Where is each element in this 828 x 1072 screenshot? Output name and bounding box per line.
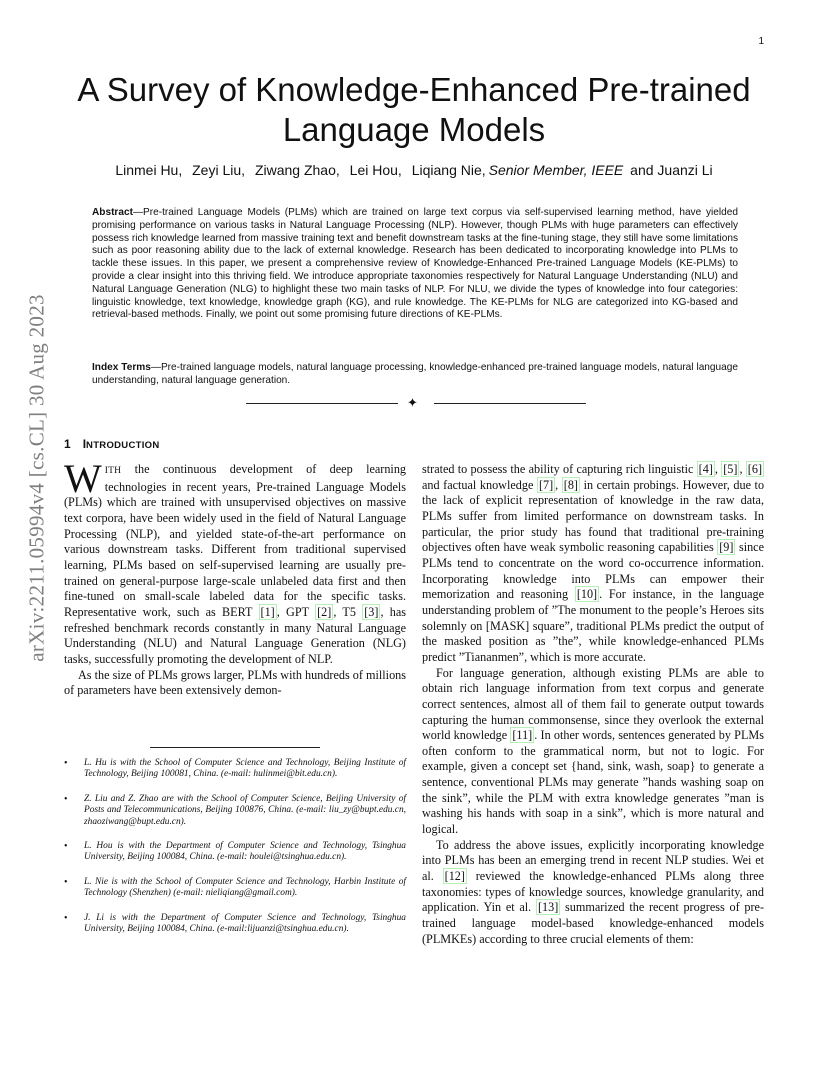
divider-line-left xyxy=(246,403,398,404)
paper-title xyxy=(40,70,788,150)
footnote-text: L. Hou is with the Department of Computer Science and Technology, Tsinghua University, Beijing 100084, China. (e-mail: houlei@tsinghua.edu.cn). xyxy=(84,841,406,863)
section-divider xyxy=(246,396,586,412)
divider-star-icon: ✦ xyxy=(407,395,418,410)
footnote-text: J. Li is with the Department of Computer Science and Technology, Tsinghua University, Beijing 100084, China. (e-mail:lijuanzi@tsinghua.edu.cn). xyxy=(84,912,406,935)
left-column-body xyxy=(64,456,407,699)
footnote-item xyxy=(64,841,406,864)
footnote-item xyxy=(64,758,406,781)
footnote-text: Z. Liu and Z. Zhao are with the School of Computer Science, Beijing University of Posts and Telecommunications, Beijing 100876, China. (e-mail: liu_zy@bupt.edu.cn, zhaoziwang@bupt.edu.cn). xyxy=(84,793,406,827)
section-heading xyxy=(64,437,160,451)
citation-link[interactable]: [13] xyxy=(537,900,559,915)
footnote-item xyxy=(64,877,406,900)
bullet-icon: • xyxy=(64,912,68,924)
paragraph-text: since PLMs tend to concentrate on the word co-occurrence information. Incorporating knowledge into PLMs can empower their memorization and reasoning xyxy=(422,540,764,602)
citation-link[interactable]: [2] xyxy=(317,604,332,619)
paragraph-text: , has refreshed benchmark records constantly in many Natural Language Understanding (NLU) and Natural Language Generation (NLG) tasks, successfully promoting the development of NLP. xyxy=(64,604,407,666)
paragraph-text: , T5 xyxy=(333,604,356,619)
footnote-text: L. Nie is with the School of Computer Science and Technology, Harbin Institute of Technology (Shenzhen) (e-mail: nieliqiang@gmail.com). xyxy=(84,876,406,899)
author-list xyxy=(40,162,788,178)
paragraph-text: strated to possess the ability of capturing rich linguistic xyxy=(422,462,694,476)
abstract-label: Abstract xyxy=(92,207,133,218)
arxiv-identifier-text: arXiv:2211.05994v4 [cs.CL] 30 Aug 2023 xyxy=(24,294,49,662)
paragraph-text: . In other words, sentences generated by PLMs often conform to the grammatical norm, but not to logic. For example, given a concept set {hand, sink, wash, soap} to generate a sentence, conventional PLMs may generate ”hands washing soap on the sink”, while the PLM with extra knowledge generates ”man is washing his hands with soap in a sink”, which is more natural and logical. xyxy=(422,728,764,837)
divider-line-right xyxy=(434,403,586,404)
citation-link[interactable]: [4] xyxy=(698,462,713,476)
drop-cap: W xyxy=(64,456,102,501)
citation-link[interactable]: [9] xyxy=(719,540,734,555)
index-terms xyxy=(92,362,738,388)
author-name: Liqiang Nie, xyxy=(411,162,486,178)
section-title-rest: NTRODUCTION xyxy=(86,440,160,451)
title-line-2: Language Models xyxy=(282,111,546,148)
paragraph-text: For language generation, although existing PLMs are able to obtain rich language information from text corpus and generate correct sentences, almost all of them fail to generate output towards capturing the human commonsense, since they overlook the external world knowledge xyxy=(422,665,764,743)
author-name: Linmei Hu, xyxy=(115,162,183,178)
paragraph-text: , xyxy=(739,462,743,476)
paragraph-text: in certain probings. However, due to the lack of explicit representation of knowledge in the raw data, PLMs suffer from limited performance on downstream tasks. In particular, the prior study has found that traditional pre-training objectives often have weak symbolic reasoning capabilities xyxy=(422,477,765,555)
bullet-icon: • xyxy=(64,876,68,888)
citation-link[interactable]: [8] xyxy=(563,477,578,492)
arxiv-identifier-stamp xyxy=(22,283,52,673)
citation-link[interactable]: [6] xyxy=(747,462,763,476)
paragraph-text: . For instance, in the language understanding problem of ”The monument to the people’s Heroes sits solemnly on [MASK] square”, traditional PLMs predict the output of the masked position as ”the”, while knowledge-enhanced PLMs predict ”Tiananmen”, which is more accurate. xyxy=(422,587,764,664)
author-name: Ziwang Zhao, xyxy=(254,162,340,178)
paragraph-text: , xyxy=(555,477,559,492)
index-terms-label: Index Terms xyxy=(92,362,151,373)
citation-link[interactable]: [3] xyxy=(364,604,379,619)
paragraph-text: , GPT xyxy=(276,604,309,619)
paragraph xyxy=(64,456,407,668)
abstract xyxy=(92,207,738,322)
paragraph-text: the continuous development of deep learning technologies in recent years, Pre-trained Language Models (PLMs) which are trained with unsupervised objectives on massive text corpora, have been widely used in the field of Natural Language Processing (NLP), and yielded state-of-the-art performance on various downstream tasks. Different from traditional supervised learning, PLMs based on self-supervised learning are usually pre-trained on general-purpose large-scale unlabeled data first and then fine-tuned on small-scale labeled data for the specific tasks. Representative work, such as BERT xyxy=(64,462,407,619)
bullet-icon: • xyxy=(64,793,68,805)
paragraph xyxy=(422,462,764,666)
author-name: Zeyi Liu, xyxy=(192,162,246,178)
author-name: and Juanzi Li xyxy=(630,162,713,178)
small-caps-opening: ITH xyxy=(104,466,122,476)
bullet-icon: • xyxy=(64,758,68,769)
citation-link[interactable]: [11] xyxy=(512,728,533,743)
paragraph: As the size of PLMs grows larger, PLMs with hundreds of millions of parameters have been extensively demon- xyxy=(64,667,406,698)
citation-link[interactable]: [12] xyxy=(444,869,465,884)
citation-link[interactable]: [7] xyxy=(538,477,554,492)
paragraph-text: To address the above issues, explicitly incorporating knowledge into PLMs has been an emerging trend in recent NLP studies. Wei et al. xyxy=(422,837,764,884)
bullet-icon: • xyxy=(64,841,68,853)
footnotes xyxy=(64,758,406,948)
paragraph xyxy=(422,838,764,948)
footnote-item xyxy=(64,794,406,828)
citation-link[interactable]: [10] xyxy=(576,587,598,602)
abstract-text: —Pre-trained Language Models (PLMs) which are trained on large text corpus via self-supervised learning method, have yielded promising performance on various tasks in Natural Language Processing (NLP). However, though PLMs with huge parameters can effectively possess rich knowledge learned from massive training text and benefit downstream tasks at the fine-tuning stage, they still have some limitations such as poor reasoning ability due to the lack of external knowledge. Research has been dedicated to incorporating knowledge into PLMs to tackle these issues. In this paper, we present a comprehensive review of Knowledge-Enhanced Pre-trained Language Models (KE-PLMs) to provide a clear insight into this thriving field. We introduce appropriate taxonomies respectively for Natural Language Understanding (NLU) and Natural Language Generation (NLG) to highlight these two main tasks of NLP. For NLU, we divide the types of knowledge into four categories: linguistic knowledge, text knowledge, knowledge graph (KG), and rule knowledge. The KE-PLMs for NLG are categorized into KG-based and retrieval-based methods. Finally, we point out some promising future directions of KE-PLMs. xyxy=(92,207,738,321)
right-column-body xyxy=(422,462,764,947)
index-terms-text: —Pre-trained language models, natural language processing, knowledge-enhanced pre-trained language models, natural language understanding, natural language generation. xyxy=(92,362,738,386)
paragraph xyxy=(422,666,764,838)
footnote-item xyxy=(64,913,406,936)
footnote-rule xyxy=(150,747,320,748)
author-name: Lei Hou, xyxy=(349,162,402,178)
citation-link[interactable]: [1] xyxy=(260,604,275,619)
paragraph-text: summarized the recent progress of pre-trained language model-based knowledge-enhanced models (PLMKEs) according to three crucial elements of them: xyxy=(422,900,765,946)
citation-link[interactable]: [5] xyxy=(723,462,738,476)
paragraph-text: , xyxy=(714,462,718,476)
paragraph-text: and factual knowledge xyxy=(422,477,534,492)
page-number: 1 xyxy=(758,36,764,47)
section-number: 1 xyxy=(64,437,71,451)
author-affiliation-note: Senior Member, IEEE xyxy=(488,162,624,178)
section-title-initial: I xyxy=(82,437,87,451)
footnote-text: L. Hu is with the School of Computer Science and Technology, Beijing Institute of Technology, Beijing 100081, China. (e-mail: hulinmei@bit.edu.cn). xyxy=(84,758,406,780)
paragraph-text: reviewed the knowledge-enhanced PLMs along three taxonomies: types of knowledge sources, knowledge granularity, and application. Yin et al. xyxy=(422,869,765,915)
title-line-1: A Survey of Knowledge-Enhanced Pre-trained xyxy=(77,71,751,108)
